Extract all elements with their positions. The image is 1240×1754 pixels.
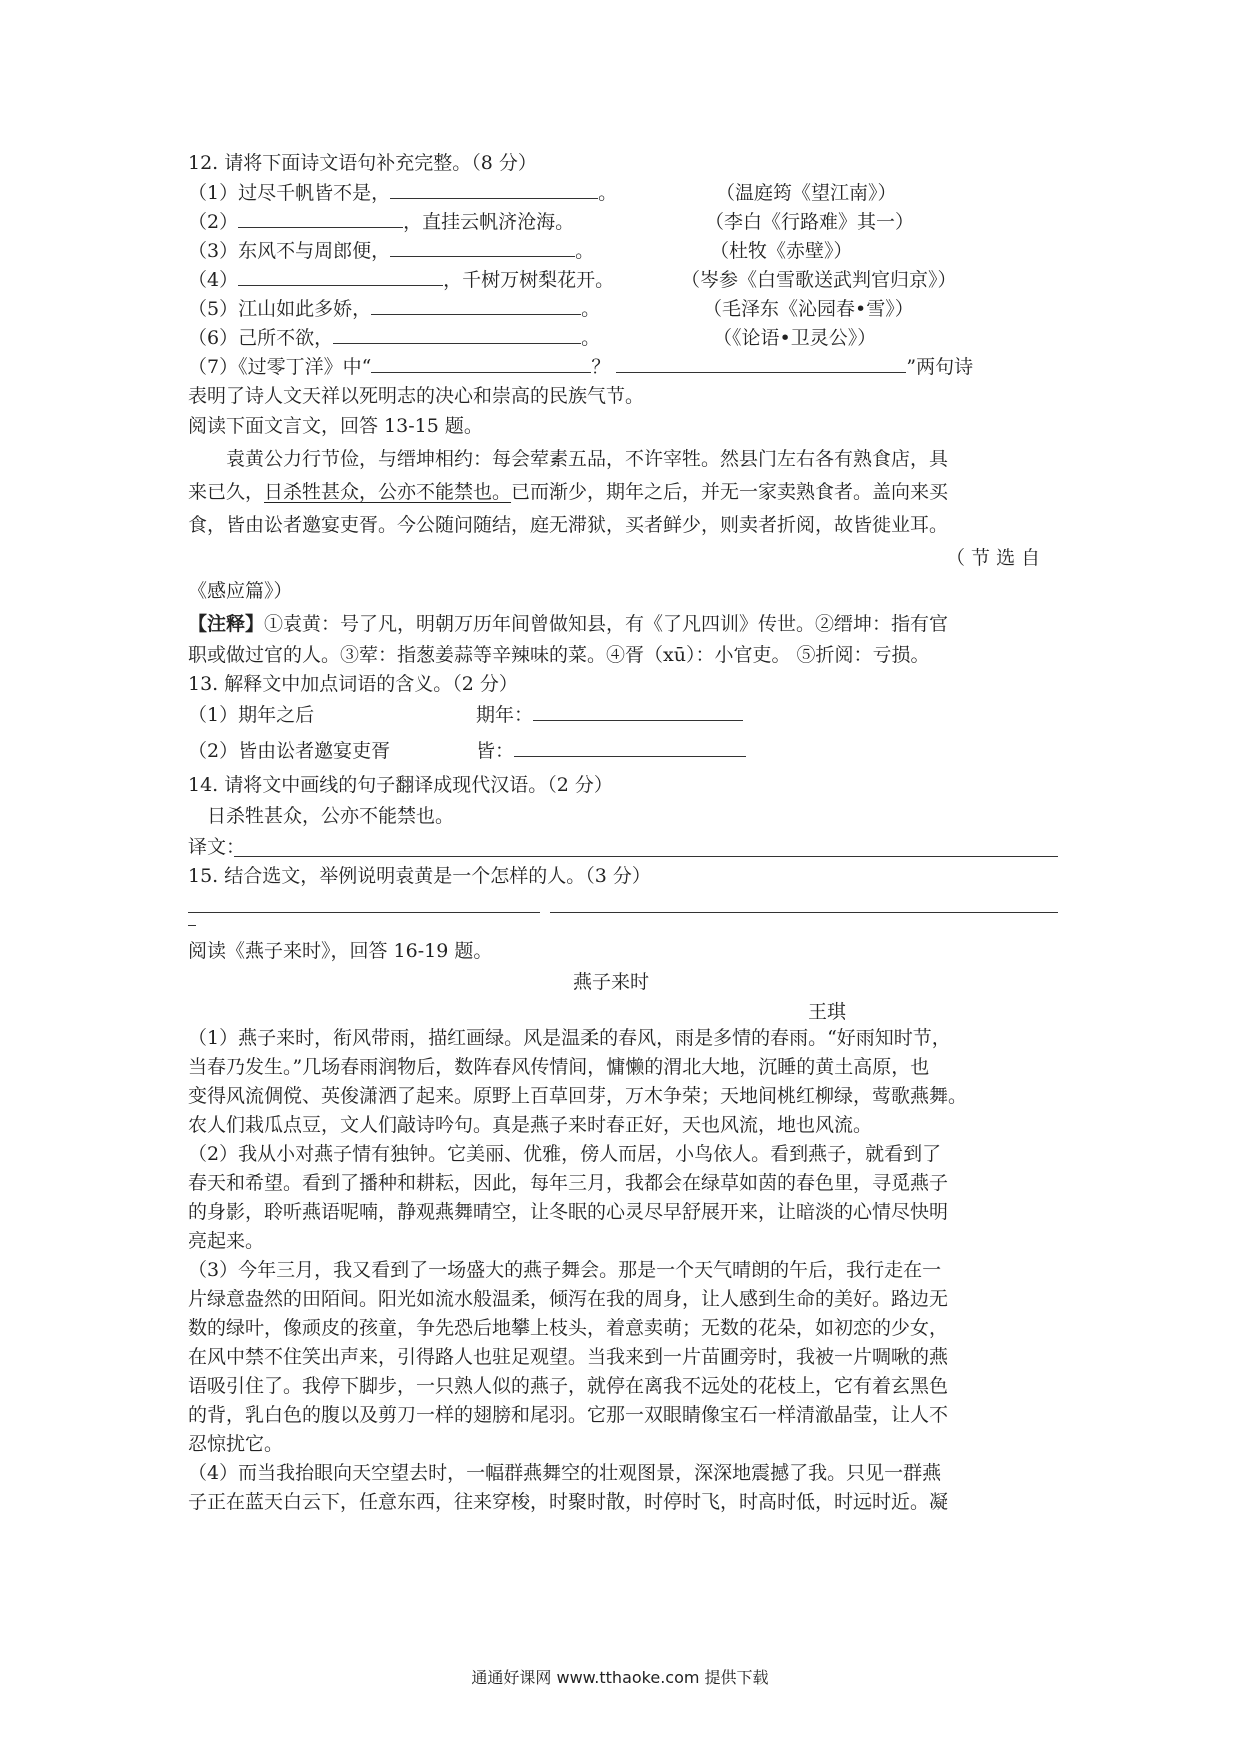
q12-item-1-post: 。 [598,182,618,204]
q12-item-1 [188,180,617,208]
q12-item-4-blank[interactable] [238,267,443,286]
q12-item-4-source: （岑参《白雪歌送武判官归京》） [681,269,957,291]
q13-item-2-label: 皆： [476,740,515,762]
article-line: 亮起来。 [188,1230,265,1252]
article-line: 子正在蓝天白云下，任意东西，往来穿梭，时聚时散，时停时飞，时高时低，时远时近。凝 [188,1491,949,1513]
article-line: 数的绿叶，像顽皮的孩童，争先恐后地攀上枝头，着意卖萌；无数的花朵，如初恋的少女， [188,1317,949,1339]
reading1-para-line-2 [188,479,948,507]
q15-answer-line-2[interactable] [550,912,1058,913]
article-line: （3）今年三月，我又看到了一场盛大的燕子舞会。那是一个天气晴朗的午后，我行走在一 [188,1259,942,1281]
q12-item-7-blank-2[interactable] [616,354,906,373]
q14-sentence: 日杀牲甚众，公亦不能禁也。 [207,805,455,827]
q12-item-7 [188,354,973,382]
q12-item-6-source: （《论语•卫灵公》） [713,327,877,349]
page-footer: 通通好课网 www.tthaoke.com 提供下载 [471,1668,769,1687]
article-line: 农人们栽瓜点豆，文人们敲诗吟句。真是燕子来时春正好，天也风流，地也风流。 [188,1114,873,1136]
reading1-source-a: （ 节 选 自 [946,547,1041,569]
reading1-intro: 阅读下面文言文，回答 13-15 题。 [188,415,483,437]
q13-item-1: （1）期年之后 [188,704,315,726]
q12-item-1-pre: （1）过尽千帆皆不是， [188,182,391,204]
q15-answer-line-3 [188,925,196,926]
q14-answer-label: 译文： [188,836,246,858]
q12-item-4 [188,267,614,295]
article-author: 王琪 [808,1001,847,1023]
q13-title: 13. 解释文中加点词语的含义。（2 分） [188,673,518,695]
q12-item-7-post: ”两句诗 [906,356,974,378]
q12-item-7-pre: （7）《过零丁洋》中“ [188,356,372,378]
article-line: （2）我从小对燕子情有独钟。它美丽、优雅，傍人而居，小鸟依人。看到燕子，就看到了 [188,1143,942,1165]
q12-title: 12. 请将下面诗文语句补充完整。（8 分） [188,152,537,174]
q13-item-2-answer [476,738,746,766]
q12-item-2-blank[interactable] [238,209,403,228]
q12-item-3-blank[interactable] [390,238,575,257]
q12-item-5-post: 。 [581,298,601,320]
reading1-para-line-1: 袁黄公力行节俭，与缙坤相约：每会荤素五品，不许宰牲。然县门左右各有熟食店，具 [226,448,949,470]
q14-title: 14. 请将文中画线的句子翻译成现代汉语。（2 分） [188,774,613,796]
reading1-para-line-2b: 已而渐少，期年之后，并无一家卖熟食者。盖向来买 [511,481,949,503]
q12-item-3-pre: （3）东风不与周郎便， [188,240,391,262]
q12-item-6-blank[interactable] [333,325,581,344]
article-line: 忍惊扰它。 [188,1433,284,1455]
q12-item-1-blank[interactable] [390,180,598,199]
q12-item-7-mid: ？ [591,356,611,378]
note-label: 【注释】 [188,613,265,635]
q13-item-1-blank[interactable] [533,702,743,721]
underlined-sentence: 日杀牲甚众，公亦不能禁也。 [264,481,512,503]
q12-item-5-pre: （5）江山如此多娇， [188,298,372,320]
q12-item-6 [188,325,600,353]
article-line: 语吸引住了。我停下脚步，一只熟人似的燕子，就停在离我不远处的花枝上，它有着玄黑色 [188,1375,949,1397]
article-line: （4）而当我抬眼向天空望去时，一幅群燕舞空的壮观图景，深深地震撼了我。只见一群燕 [188,1462,942,1484]
note-text-1: ①袁黄：号了凡，明朝万历年间曾做知县，有《了凡四训》传世。②缙坤：指有官 [264,613,949,635]
q12-item-7-line2: 表明了诗人文天祥以死明志的决心和崇高的民族气节。 [188,385,645,407]
q14-answer [188,834,245,862]
q13-item-1-answer [476,702,743,730]
q12-item-4-pre: （4） [188,269,239,291]
q12-item-5-source: （毛泽东《沁园春•雪》） [703,298,914,320]
q12-item-1-source: （温庭筠《望江南》） [716,182,897,204]
q15-title: 15. 结合选文，举例说明袁黄是一个怎样的人。（3 分） [188,865,651,887]
q13-item-2: （2）皆由讼者邀宴吏胥 [188,740,391,762]
article-line: 变得风流倜傥、英俊潇洒了起来。原野上百草回芽，万木争荣；天地间桃红柳绿，莺歌燕舞。 [188,1085,968,1107]
q12-item-3-source: （杜牧《赤壁》） [710,240,853,262]
reading1-para-line-3: 食，皆由讼者邀宴吏胥。今公随问随结，庭无滞狱，买者鲜少，则卖者折阅，故皆徙业耳。 [188,514,949,536]
q12-item-2-post: ，直挂云帆济沧海。 [403,211,575,233]
q15-answer-line-1[interactable] [188,912,540,913]
article-line: 在风中禁不住笑出声来，引得路人也驻足观望。当我来到一片苗圃旁时，我被一片啁啾的燕 [188,1346,949,1368]
article-line: 的背，乳白色的腹以及剪刀一样的翅膀和尾羽。它那一双眼睛像宝石一样清澈晶莹，让人不 [188,1404,949,1426]
q12-item-3-post: 。 [575,240,595,262]
reading1-para-line-2a: 来已久， [188,481,265,503]
q12-item-6-pre: （6）己所不欲， [188,327,334,349]
q12-item-6-post: 。 [581,327,601,349]
article-line: 春天和希望。看到了播种和耕耘，因此，每年三月，我都会在绿草如茵的春色里，寻觅燕子 [188,1172,949,1194]
article-line: 片绿意盎然的田陌间。阳光如流水般温柔，倾泻在我的周身，让人感到生命的美好。路边无 [188,1288,949,1310]
reading2-intro: 阅读《燕子来时》，回答 16-19 题。 [188,940,493,962]
article-line: 的身影，聆听燕语呢喃，静观燕舞晴空，让冬眠的心灵尽早舒展开来，让暗淡的心情尽快明 [188,1201,949,1223]
q12-item-2-source: （李白《行路难》其一） [705,211,915,233]
q12-item-5-blank[interactable] [371,296,581,315]
q12-item-5 [188,296,600,324]
q13-item-1-label: 期年： [476,704,534,726]
reading1-note-1 [188,611,948,639]
q14-answer-line[interactable] [234,856,1058,857]
q12-item-3 [188,238,594,266]
reading1-source-b: 《感应篇》） [188,580,293,602]
q12-item-2 [188,209,574,237]
article-title: 燕子来时 [573,971,650,993]
article-line: 当春乃发生。”几场春雨润物后，数阵春风传情间，慵懒的渭北大地，沉睡的黄土高原，也 [188,1056,930,1078]
article-line: （1）燕子来时，衔风带雨，描红画绿。风是温柔的春风，雨是多情的春雨。“好雨知时节， [188,1027,951,1049]
reading1-note-2: 职或做过官的人。③荤：指葱姜蒜等辛辣味的菜。④胥（xū）：小官吏。 ⑤折阅：亏损。 [188,644,930,666]
q12-item-4-post: ，千树万树梨花开。 [443,269,615,291]
q12-item-7-blank-1[interactable] [371,354,591,373]
q13-item-2-blank[interactable] [514,738,746,757]
q12-item-2-pre: （2） [188,211,239,233]
